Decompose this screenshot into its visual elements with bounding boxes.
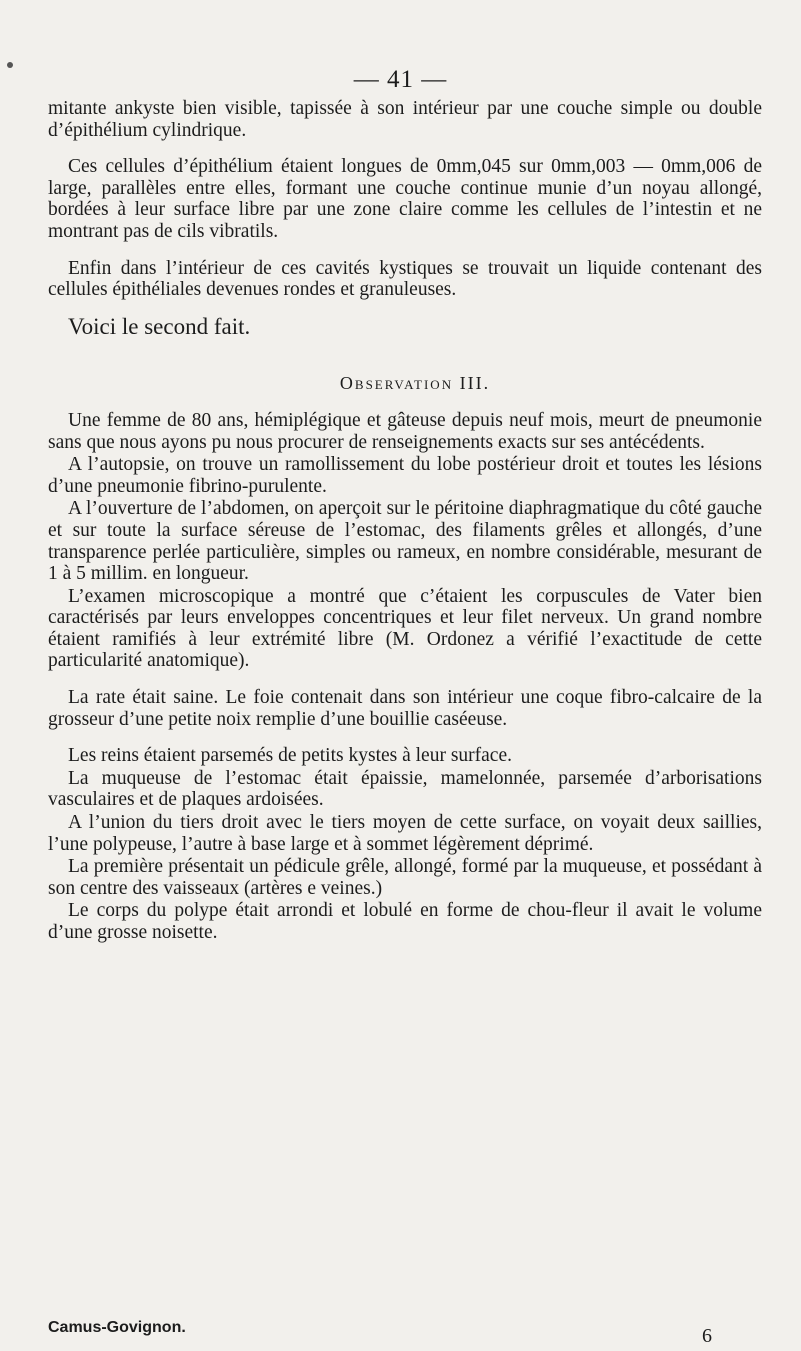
paragraph: Les reins étaient parsemés de petits kystes à leur surface. [68,745,512,767]
paragraph: L’examen microscopique a montré que c’étaient les corpuscules de Vater bien caractérisés par leurs enveloppes concentriques et leur filet nerveux. Un grand nombre étaient ramifiés à leur extrémité libre (M. Ordonez a vérifié l’exactitude de cette particularité anatomique). [48,585,762,672]
observation-title: Observation III. [339,373,491,394]
paragraph: A l’autopsie, on trouve un ramollissement du lobe postérieur droit et toutes les lésions d’une pneumonie fibrino-purulente. [48,454,762,497]
paragraph: La première présentait un pédicule grêle, allongé, formé par la muqueuse, et possédant à son centre des vaisseaux (artères e veines.) [48,856,762,899]
body-text [48,98,762,945]
paragraph: Enfin dans l’intérieur de ces cavités kystiques se trouvait un liquide contenant des cellules épithéliales devenues rondes et granuleuses. [48,257,762,301]
page-number-header: — 41 — [353,66,448,93]
printer-name: Camus-Govignon. [48,1319,186,1336]
paragraph: Ces cellules d’épithélium étaient longues de 0mm,045 sur 0mm,003 — 0mm,006 de large, parallèles entre elles, formant une couche continue munie d’un noyau allongé, bordées à leur surface libre par une zone claire comme les cellules de l’intestin et ne montrant pas de cils vibratils. [48,156,762,242]
page-footer [48,1319,762,1349]
paragraph: mitante ankyste bien visible, tapissée à son intérieur par une couche simple ou double d’épithélium cylindrique. [48,98,762,141]
transition-sentence: Voici le second fait. [68,313,251,339]
paragraph: Le corps du polype était arrondi et lobulé en forme de chou-fleur il avait le volume d’une grosse noisette. [48,900,762,943]
paragraph: A l’ouverture de l’abdomen, on aperçoit sur le péritoine diaphragmatique du côté gauche et sur toute la surface séreuse de l’estomac, des filaments grêles et allongés, d’une transparence perlée particulière, simples ou rameux, en nombre considérable, mesurant de 1 à 5 millim. en longueur. [48,498,762,585]
paragraph: Une femme de 80 ans, hémiplégique et gâteuse depuis neuf mois, meurt de pneumonie sans que nous ayons pu nous procurer de renseignements exacts sur ses antécédents. [48,409,762,453]
paragraph: La rate était saine. Le foie contenait dans son intérieur une coque fibro-calcaire de la grosseur d’une petite noix remplie d’une bouillie caséeuse. [48,687,762,730]
signature-mark: 6 [702,1325,712,1347]
paragraph: La muqueuse de l’estomac était épaissie, mamelonnée, parsemée d’arborisations vasculaires et de plaques ardoisées. [48,767,762,811]
paragraph: A l’union du tiers droit avec le tiers moyen de cette surface, on voyait deux saillies, l’une polypeuse, l’autre à base large et à sommet légèrement déprimé. [48,812,762,855]
